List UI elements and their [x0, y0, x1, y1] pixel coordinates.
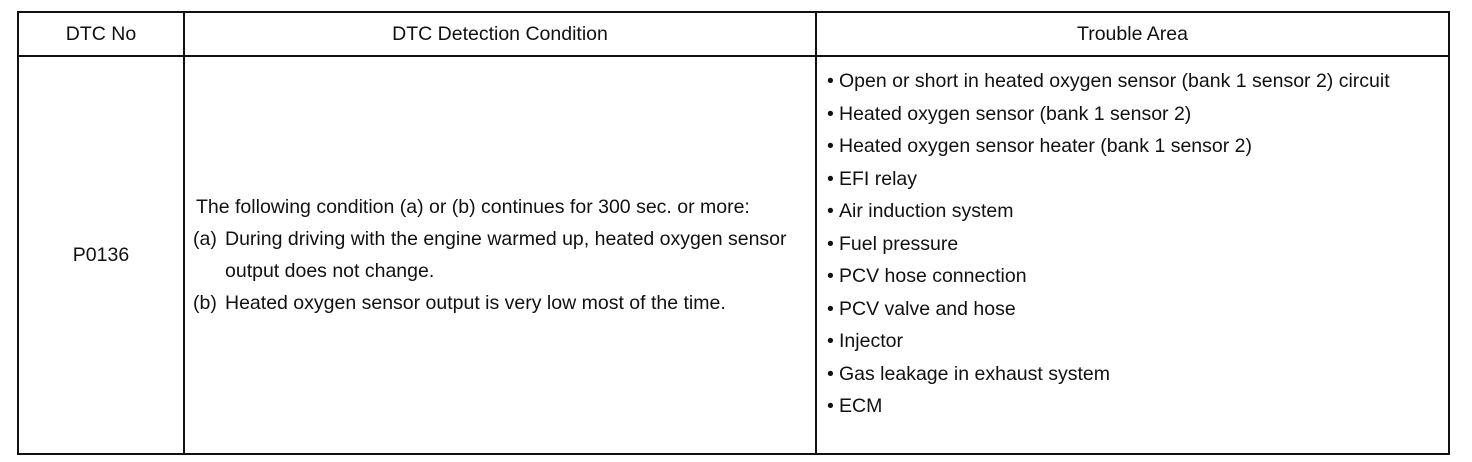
- list-item: • ECM: [827, 390, 1448, 423]
- bullet-icon: •: [827, 135, 834, 157]
- header-trouble-area: Trouble Area: [816, 12, 1449, 56]
- condition-item-text: During driving with the engine warmed up, heated oxygen sensor output does not change.: [225, 228, 787, 282]
- bullet-icon: •: [827, 362, 834, 385]
- condition-item-a: [193, 223, 805, 287]
- header-detection-condition: DTC Detection Condition: [184, 12, 816, 56]
- header-dtc-no: DTC No: [18, 12, 184, 56]
- bullet-icon: •: [827, 102, 834, 125]
- list-item: • PCV hose connection: [827, 260, 1448, 293]
- bullet-icon: •: [827, 330, 834, 352]
- condition-item-b: [193, 287, 805, 319]
- trouble-area-cell: [816, 56, 1449, 454]
- condition-item-text: Heated oxygen sensor output is very low most of the time.: [225, 292, 726, 314]
- bullet-icon: •: [827, 70, 834, 92]
- bullet-icon: •: [827, 232, 834, 255]
- dtc-code-cell: [18, 56, 184, 454]
- list-item: • Injector: [827, 325, 1448, 358]
- list-item: • Air induction system: [827, 195, 1448, 228]
- list-item: • Fuel pressure: [827, 228, 1448, 261]
- list-item: • Heated oxygen sensor (bank 1 sensor 2): [827, 98, 1448, 131]
- bullet-icon: •: [827, 395, 834, 417]
- bullet-icon: •: [827, 297, 834, 320]
- dtc-code: P0136: [72, 243, 130, 266]
- list-item: • EFI relay: [827, 163, 1448, 196]
- bullet-icon: •: [827, 167, 834, 190]
- bullet-icon: •: [827, 200, 834, 222]
- list-item: • Gas leakage in exhaust system: [827, 358, 1448, 391]
- header-row: [18, 12, 1449, 56]
- condition-item-mark: (b): [193, 292, 217, 314]
- condition-item-mark: (a): [193, 228, 217, 250]
- condition-intro: The following condition (a) or (b) continues for 300 sec. or more:: [196, 196, 750, 218]
- dtc-table: [17, 11, 1450, 455]
- list-item: • PCV valve and hose: [827, 293, 1448, 326]
- trouble-area-list: [827, 65, 1448, 423]
- list-item: • Heated oxygen sensor heater (bank 1 sensor 2): [827, 130, 1448, 163]
- detection-condition-cell: [184, 56, 816, 454]
- bullet-icon: •: [827, 265, 834, 287]
- table-row: [18, 56, 1449, 454]
- list-item: • Open or short in heated oxygen sensor (bank 1 sensor 2) circuit: [827, 65, 1448, 98]
